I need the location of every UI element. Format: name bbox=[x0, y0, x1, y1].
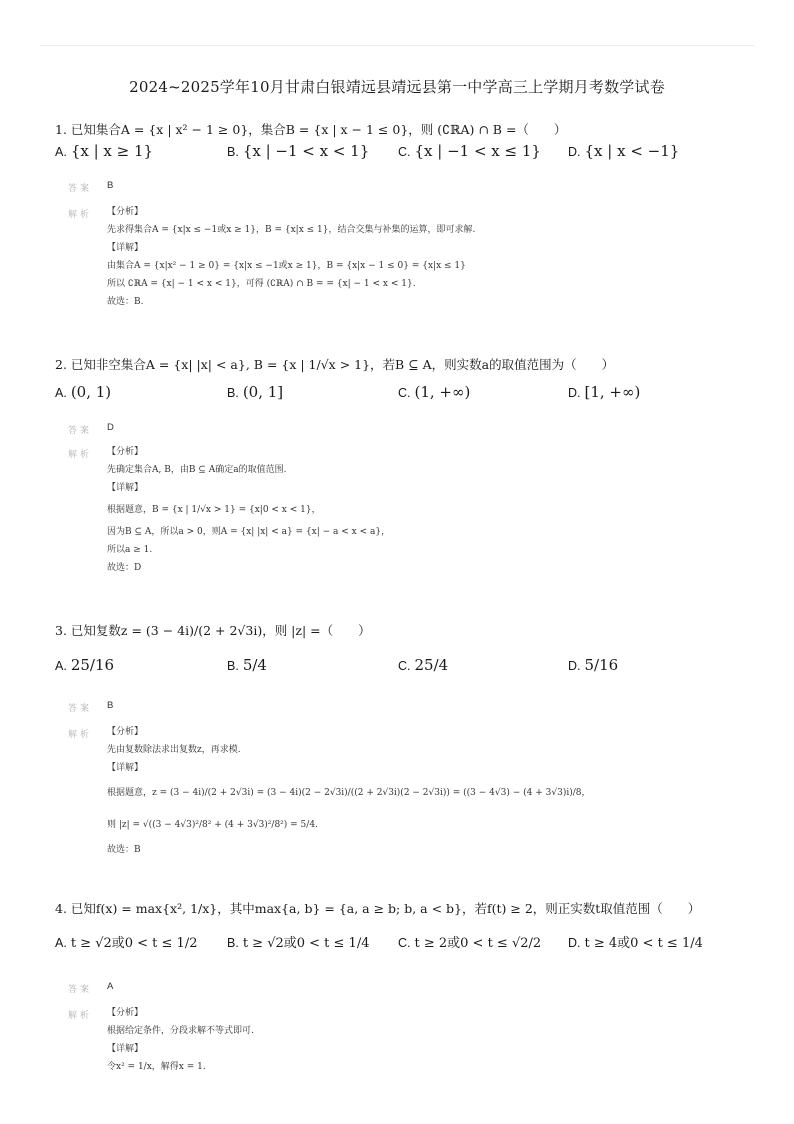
explanation-line: 则 |z| = √((3 − 4√3)²/8² + (4 + 3√3)²/8²) = 5/4. bbox=[107, 820, 318, 830]
question-1-option-b[interactable] bbox=[227, 142, 369, 160]
question-1-explanation bbox=[107, 203, 475, 311]
explanation-line: 【分析】 bbox=[107, 207, 144, 217]
option-text: {x | x < −1} bbox=[584, 142, 680, 160]
question-1-option-a[interactable] bbox=[55, 142, 153, 160]
question-2-stem: 2. 已知非空集合A = {x| |x| < a}, B = {x | 1/√x > 1}，若B ⊆ A，则实数a的取值范围为（ ） bbox=[55, 357, 615, 372]
option-text: (0, 1) bbox=[70, 383, 112, 401]
option-text: t ≥ 4或0 < t ≤ 1/4 bbox=[584, 936, 703, 951]
header-rule bbox=[40, 45, 754, 46]
explanation-line: 令x² = 1/x，解得x = 1. bbox=[107, 1062, 206, 1072]
question-4-stem: 4. 已知f(x) = max{x², 1/x}，其中max{a, b} = {a, a ≥ b; b, a < b}，若f(t) ≥ 2，则正实数t取值范围（ ） bbox=[55, 901, 701, 916]
option-text: 5/16 bbox=[584, 656, 619, 674]
option-label: A. bbox=[55, 386, 67, 400]
answer-label: 答案 bbox=[68, 425, 93, 435]
explanation-line: 【详解】 bbox=[107, 1044, 144, 1054]
analysis-label: 解析 bbox=[68, 449, 93, 459]
option-text: 25/4 bbox=[414, 656, 449, 674]
explanation-line: 先由复数除法求出复数z，再求模. bbox=[107, 745, 241, 755]
option-label: C. bbox=[398, 936, 411, 950]
explanation-line: 【分析】 bbox=[107, 447, 144, 457]
answer-label: 答案 bbox=[68, 703, 93, 713]
question-3-option-a[interactable] bbox=[55, 656, 114, 674]
page-title: 2024~2025学年10月甘肃白银靖远县靖远县第一中学高三上学期月考数学试卷 bbox=[129, 78, 665, 96]
question-4-option-a[interactable] bbox=[55, 932, 197, 951]
question-3-option-c[interactable] bbox=[398, 656, 448, 674]
question-3-stem: 3. 已知复数z = (3 − 4i)/(2 + 2√3i)，则 |z| =（ ） bbox=[55, 623, 371, 638]
analysis-label: 解析 bbox=[68, 1010, 93, 1020]
question-1-option-c[interactable] bbox=[398, 142, 541, 160]
option-label: C. bbox=[398, 659, 411, 673]
explanation-line: 根据题意，B = {x | 1/√x > 1} = {x|0 < x < 1}， bbox=[107, 505, 321, 515]
explanation-line: 【详解】 bbox=[107, 483, 144, 493]
option-label: B. bbox=[227, 145, 239, 159]
explanation-line: 故选：D bbox=[107, 563, 142, 573]
explanation-line: 【分析】 bbox=[107, 1008, 144, 1018]
option-text: 5/4 bbox=[242, 656, 267, 674]
analysis-label: 解析 bbox=[68, 209, 93, 219]
explanation-line: 所以 ∁ℝA = {x| − 1 < x < 1}，可得 (∁ℝA) ∩ B = = {x| − 1 < x < 1}. bbox=[107, 279, 416, 289]
question-4-answer: A bbox=[107, 981, 114, 992]
question-2-answer: D bbox=[107, 422, 114, 433]
question-1-option-d[interactable] bbox=[568, 142, 679, 160]
option-label: B. bbox=[227, 936, 239, 950]
option-label: C. bbox=[398, 386, 411, 400]
explanation-line: 先求得集合A = {x|x ≤ −1或x ≥ 1}，B = {x|x ≤ 1}，结合交集与补集的运算，即可求解. bbox=[107, 225, 476, 235]
option-text: {x | x ≥ 1} bbox=[70, 142, 154, 160]
option-label: D. bbox=[568, 936, 581, 950]
question-2-explanation bbox=[107, 443, 390, 577]
explanation-line: 【详解】 bbox=[107, 763, 144, 773]
option-label: C. bbox=[398, 145, 411, 159]
question-2-option-b[interactable] bbox=[227, 383, 283, 401]
explanation-line: 因为B ⊆ A，所以a > 0，则A = {x| |x| < a} = {x| − a < x < a}， bbox=[107, 527, 391, 537]
explanation-line: 故选：B bbox=[107, 845, 141, 855]
option-label: B. bbox=[227, 386, 239, 400]
option-label: B. bbox=[227, 659, 239, 673]
option-text: {x | −1 < x ≤ 1} bbox=[414, 142, 541, 160]
option-text: t ≥ 2或0 < t ≤ √2/2 bbox=[414, 936, 542, 951]
explanation-line: 根据题意，z = (3 − 4i)/(2 + 2√3i) = (3 − 4i)(2 − 2√3i)/((2 + 2√3i)(2 − 2√3i)) = ((3 − 4√3) − (4 + 3√3)i)/8， bbox=[107, 788, 591, 798]
question-1-answer: B bbox=[107, 180, 114, 191]
option-text: {x | −1 < x < 1} bbox=[242, 142, 370, 160]
question-1-stem: 1. 已知集合A = {x | x² − 1 ≥ 0}，集合B = {x | x − 1 ≤ 0}，则 (∁ℝA) ∩ B =（ ） bbox=[55, 122, 567, 137]
option-label: A. bbox=[55, 659, 67, 673]
option-text: (1, +∞) bbox=[414, 383, 471, 401]
explanation-line: 先确定集合A, B，由B ⊆ A确定a的取值范围. bbox=[107, 465, 287, 475]
explanation-line: 所以a ≥ 1. bbox=[107, 545, 153, 555]
question-4-option-d[interactable] bbox=[568, 932, 703, 951]
explanation-line: 故选：B. bbox=[107, 297, 144, 307]
option-label: D. bbox=[568, 659, 581, 673]
explanation-line: 由集合A = {x|x² − 1 ≥ 0} = {x|x ≤ −1或x ≥ 1}，B = {x|x − 1 ≤ 0} = {x|x ≤ 1} bbox=[107, 261, 466, 271]
option-label: D. bbox=[568, 386, 581, 400]
question-2-option-a[interactable] bbox=[55, 383, 111, 401]
option-text: t ≥ √2或0 < t ≤ 1/4 bbox=[242, 936, 370, 951]
answer-label: 答案 bbox=[68, 984, 93, 994]
option-label: D. bbox=[568, 145, 581, 159]
question-3-option-b[interactable] bbox=[227, 656, 267, 674]
analysis-label: 解析 bbox=[68, 729, 93, 739]
answer-label: 答案 bbox=[68, 183, 93, 193]
option-text: 25/16 bbox=[70, 656, 115, 674]
question-3-answer: B bbox=[107, 700, 114, 711]
question-2-option-c[interactable] bbox=[398, 383, 470, 401]
question-4-explanation bbox=[107, 1004, 254, 1076]
option-text: (0, 1] bbox=[242, 383, 284, 401]
question-3-option-d[interactable] bbox=[568, 656, 618, 674]
option-text: [1, +∞) bbox=[584, 383, 641, 401]
explanation-line: 【详解】 bbox=[107, 243, 144, 253]
option-text: t ≥ √2或0 < t ≤ 1/2 bbox=[70, 936, 198, 951]
question-4-option-b[interactable] bbox=[227, 932, 369, 951]
explanation-line: 【分析】 bbox=[107, 727, 144, 737]
option-label: A. bbox=[55, 145, 67, 159]
question-2-option-d[interactable] bbox=[568, 383, 640, 401]
option-label: A. bbox=[55, 936, 67, 950]
question-4-option-c[interactable] bbox=[398, 932, 541, 951]
question-3-explanation bbox=[107, 723, 590, 859]
explanation-line: 根据给定条件，分段求解不等式即可. bbox=[107, 1026, 254, 1036]
